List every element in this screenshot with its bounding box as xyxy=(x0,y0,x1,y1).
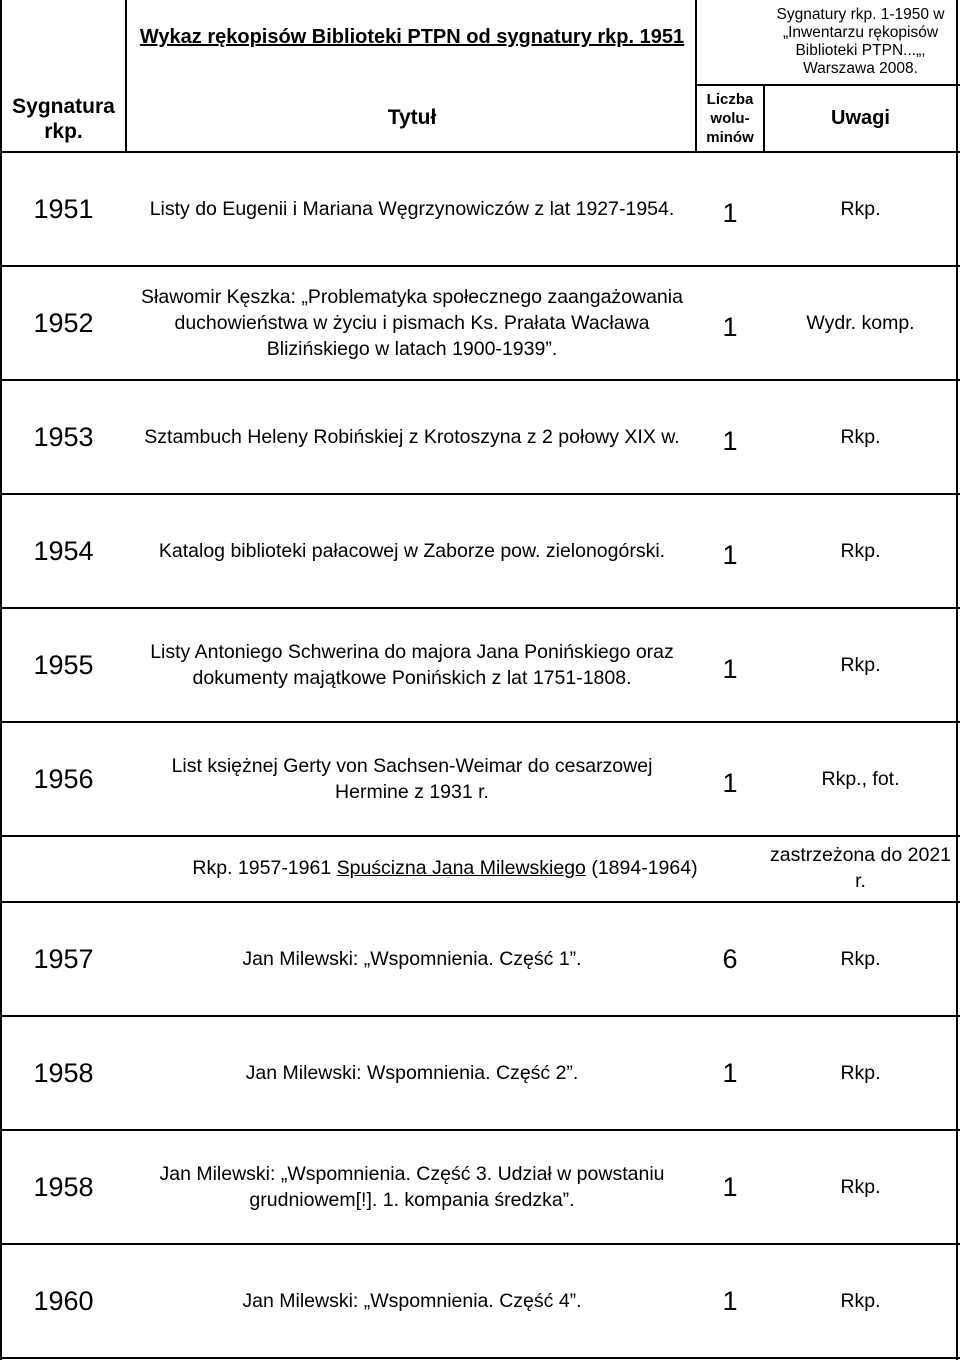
page-title xyxy=(127,6,697,68)
record-notes: Wydr. komp. xyxy=(806,312,915,334)
record-title: Sławomir Kęszka: „Problematyka społecznego zaangażowania duchowieństwa w życiu i pismach Ks. Prałata Wacława Blizińskiego w latach 1900-1939”. xyxy=(141,286,683,360)
record-notes: Rkp. xyxy=(840,426,881,448)
record-volumes: 1 xyxy=(722,1057,738,1088)
row-divider xyxy=(0,835,960,837)
header-notes: Uwagi xyxy=(831,106,890,129)
record-signature: 1953 xyxy=(33,421,94,452)
record-volumes: 1 xyxy=(722,653,738,684)
header-divider xyxy=(697,84,960,86)
row-divider xyxy=(0,607,960,609)
record-volumes: 1 xyxy=(722,539,738,570)
record-signature: 1960 xyxy=(33,1285,94,1316)
record-volumes: 1 xyxy=(722,767,738,798)
header-title: Tytuł xyxy=(387,106,437,129)
row-divider xyxy=(0,151,960,153)
record-title: Jan Milewski: „Wspomnienia. Część 4”. xyxy=(242,1290,582,1312)
row-divider xyxy=(0,379,960,381)
column-divider xyxy=(695,0,697,153)
record-title: Listy Antoniego Schwerina do majora Jana Ponińskiego oraz dokumenty majątkowe Ponińskich z lat 1751-1808. xyxy=(150,641,674,689)
record-notes: Rkp. xyxy=(840,198,881,220)
record-title: List księżnej Gerty von Sachsen-Weimar do cesarzowej Hermine z 1931 r. xyxy=(171,755,653,803)
header-volumes: Liczba wolu-minów xyxy=(706,90,754,146)
table-border xyxy=(0,0,2,1360)
section-prefix: Rkp. 1957-1961 xyxy=(192,857,337,879)
section-name: Spuścizna Jana Milewskiego xyxy=(336,857,586,879)
record-signature: 1958 xyxy=(33,1057,94,1088)
row-divider xyxy=(0,721,960,723)
record-notes: Rkp. xyxy=(840,948,881,970)
row-divider xyxy=(0,265,960,267)
record-signature: 1958 xyxy=(33,1171,94,1202)
row-divider xyxy=(0,901,960,903)
record-notes: Rkp. xyxy=(840,654,881,676)
column-divider xyxy=(125,0,127,153)
row-divider xyxy=(0,1129,960,1131)
record-volumes: 6 xyxy=(722,943,738,974)
table-border xyxy=(956,0,958,1360)
record-volumes: 1 xyxy=(722,425,738,456)
record-volumes: 1 xyxy=(722,1171,738,1202)
record-signature: 1952 xyxy=(33,307,94,338)
row-divider xyxy=(0,493,960,495)
record-title: Jan Milewski: Wspomnienia. Część 2”. xyxy=(245,1062,579,1084)
row-divider xyxy=(0,1357,960,1359)
record-volumes: 1 xyxy=(722,311,738,342)
row-divider xyxy=(0,1015,960,1017)
row-divider xyxy=(0,1243,960,1245)
section-years: (1894-1964) xyxy=(585,857,698,879)
record-notes: Rkp., fot. xyxy=(821,768,900,790)
record-notes: Rkp. xyxy=(840,1176,881,1198)
section-heading xyxy=(127,837,763,899)
record-title: Listy do Eugenii i Mariana Węgrzynowiczów z lat 1927-1954. xyxy=(149,198,675,220)
record-notes: Rkp. xyxy=(840,1290,881,1312)
record-volumes: 1 xyxy=(722,1285,738,1316)
record-signature: 1954 xyxy=(33,535,94,566)
record-notes: Rkp. xyxy=(840,540,881,562)
record-signature: 1951 xyxy=(33,193,94,224)
record-signature: 1955 xyxy=(33,649,94,680)
column-divider xyxy=(763,84,765,153)
record-signature: 1957 xyxy=(33,943,94,974)
record-title: Jan Milewski: „Wspomnienia. Część 1”. xyxy=(242,948,582,970)
header-signature: Sygnatura rkp. xyxy=(12,95,115,143)
record-signature: 1956 xyxy=(33,763,94,794)
record-title: Katalog biblioteki pałacowej w Zaborze pow. zielonogórski. xyxy=(158,540,666,562)
header-source-note: Sygnatury rkp. 1-1950 w „Inwentarzu rękopisów Biblioteki PTPN...„, Warszawa 2008. xyxy=(776,6,945,77)
record-notes: Rkp. xyxy=(840,1062,881,1084)
record-volumes: 1 xyxy=(722,197,738,228)
page-title-text: Wykaz rękopisów Biblioteki PTPN od sygnatury rkp. 1951 xyxy=(139,26,685,48)
section-note: zastrzeżona do 2021 r. xyxy=(769,844,952,892)
record-title: Jan Milewski: „Wspomnienia. Część 3. Udział w powstaniu grudniowem[!]. 1. kompania średzka”. xyxy=(159,1163,665,1211)
record-title: Sztambuch Heleny Robińskiej z Krotoszyna z 2 połowy XIX w. xyxy=(144,426,680,448)
